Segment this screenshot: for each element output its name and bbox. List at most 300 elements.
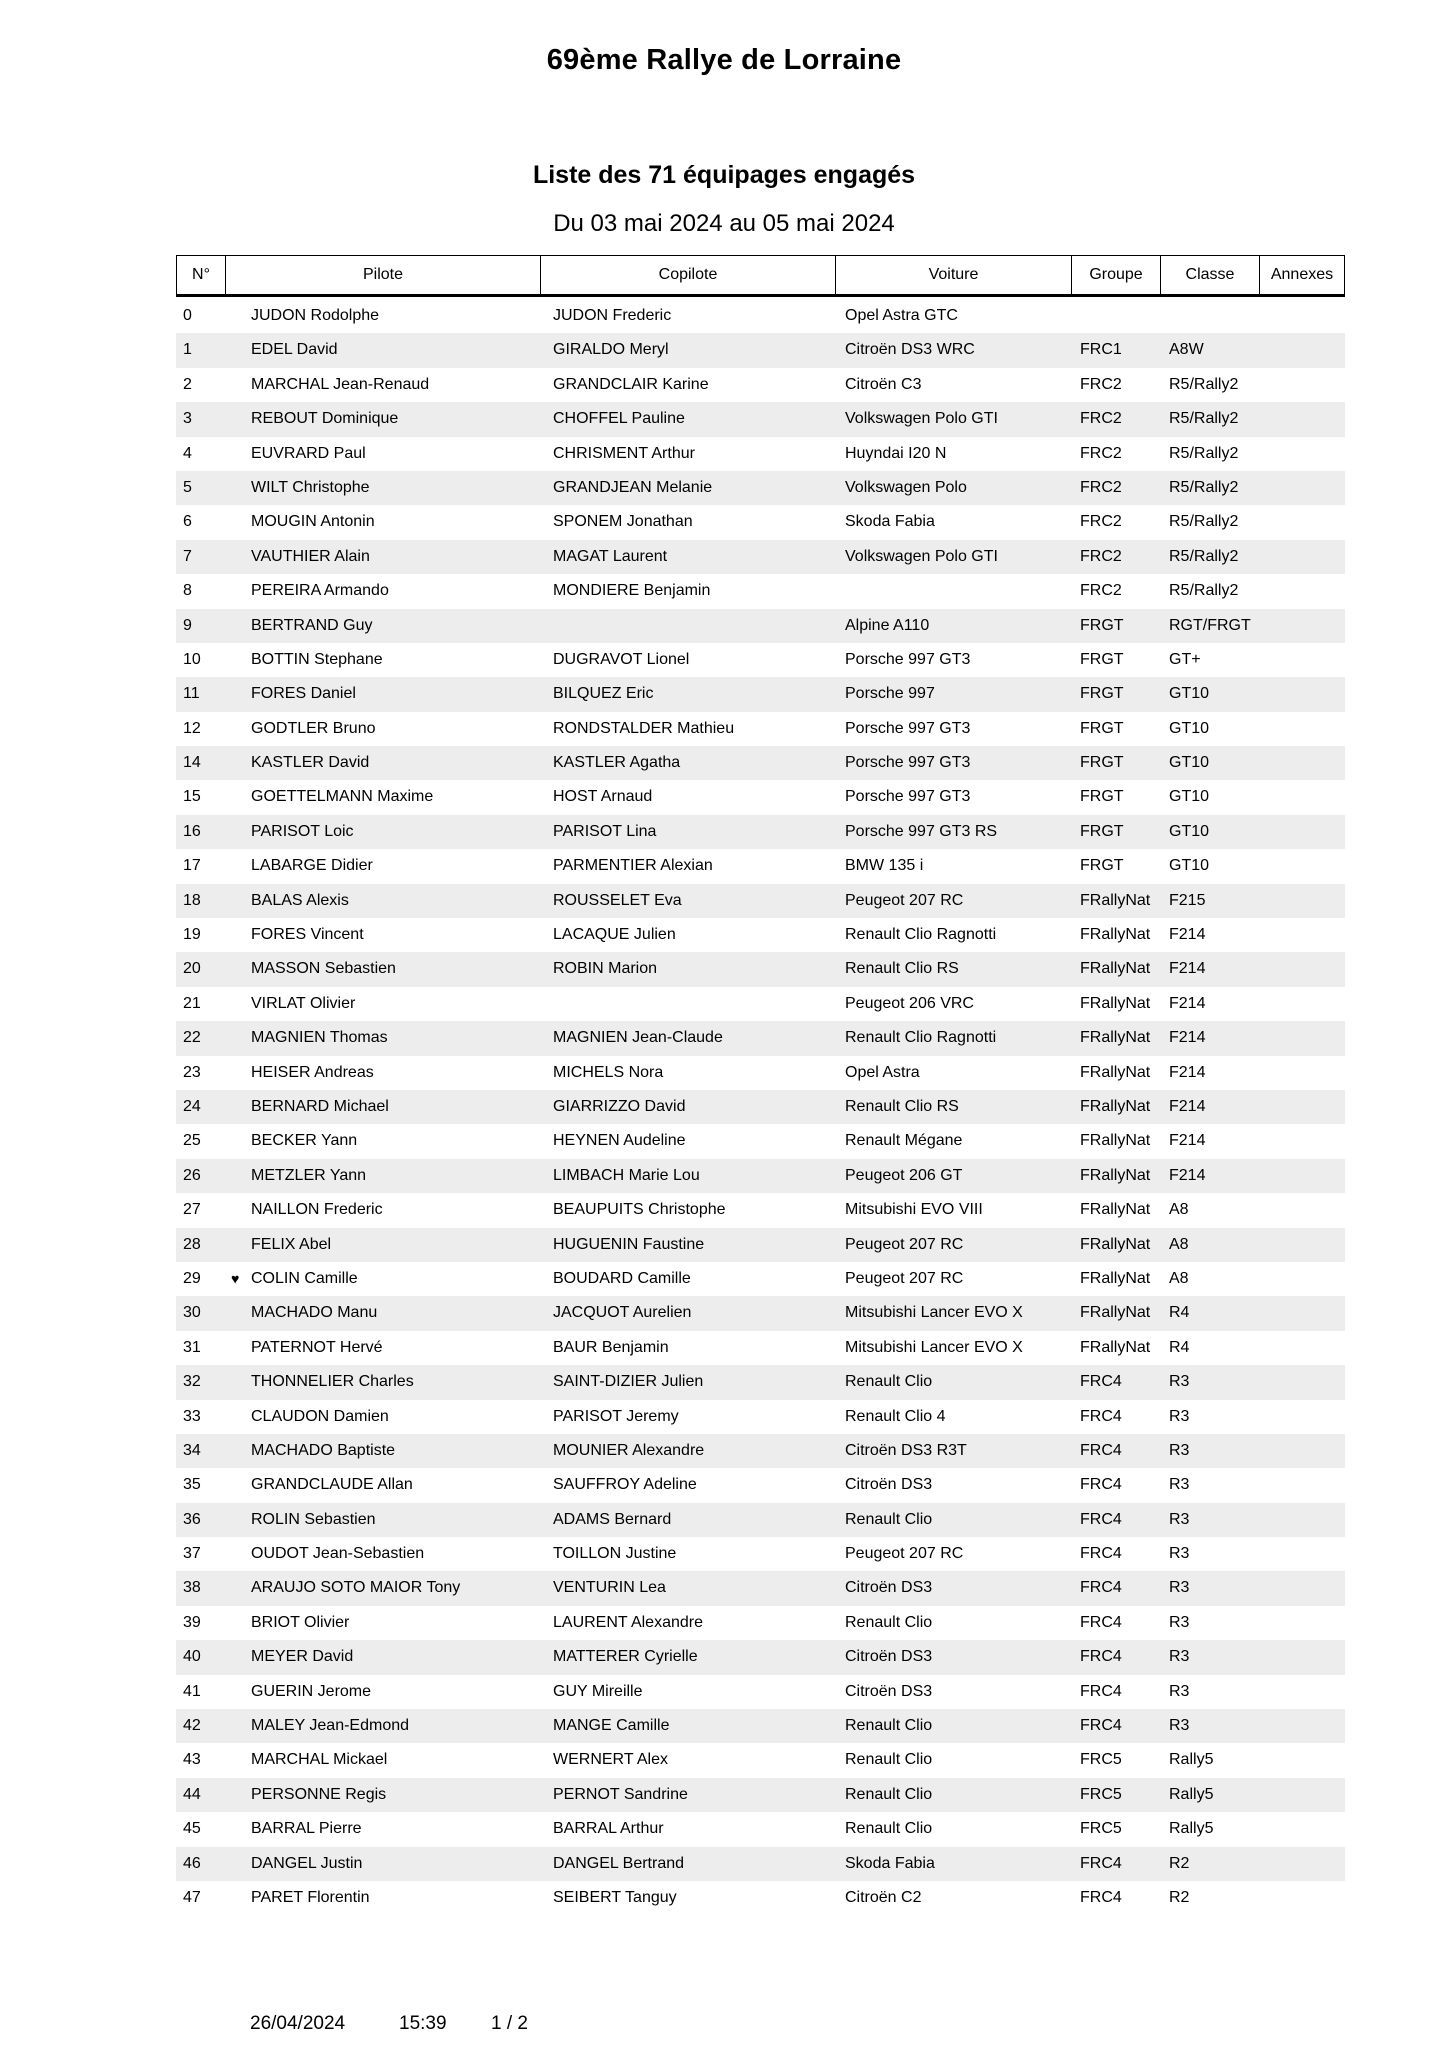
cell-groupe (1071, 1365, 1160, 1399)
cell-text: METZLER Yann (251, 1166, 367, 1184)
cell-text: LABARGE Didier (251, 857, 373, 875)
cell-copilote (540, 505, 835, 539)
cell-text: Citroën DS3 (845, 1648, 933, 1666)
cell-text: R5/Rally2 (1169, 478, 1239, 496)
cell-text: FRallyNat (1080, 1304, 1151, 1322)
cell-n (176, 299, 225, 333)
cell-text: GIARRIZZO David (553, 1097, 686, 1115)
cell-pilote (225, 1847, 540, 1881)
cell-classe (1160, 1228, 1259, 1262)
page-title: 69ème Rallye de Lorraine (546, 44, 902, 76)
cell-classe (1160, 1434, 1259, 1468)
cell-pilote (225, 1743, 540, 1777)
cell-text: Mitsubishi EVO VIII (845, 1201, 983, 1219)
cell-classe (1160, 1606, 1259, 1640)
cell-text: 5 (183, 478, 192, 496)
cell-text: PARMENTIER Alexian (553, 857, 713, 875)
cell-text: PARISOT Lina (553, 822, 657, 840)
cell-text: Citroën DS3 R3T (845, 1441, 967, 1459)
cell-text: 23 (183, 1063, 201, 1081)
cell-text: FRallyNat (1080, 926, 1151, 944)
cell-text: 21 (183, 994, 201, 1012)
cell-voiture (835, 677, 1071, 711)
cell-text: R3 (1169, 1545, 1190, 1563)
entry-row (176, 471, 1345, 505)
entry-row (176, 1262, 1345, 1296)
cell-text: MOUGIN Antonin (251, 513, 375, 531)
cell-text: MARCHAL Mickael (251, 1751, 388, 1769)
cell-copilote (540, 1434, 835, 1468)
cell-text: Renault Clio (845, 1751, 933, 1769)
cell-copilote (540, 712, 835, 746)
cell-text: 32 (183, 1373, 201, 1391)
cell-voiture (835, 952, 1071, 986)
cell-text: Renault Clio 4 (845, 1407, 946, 1425)
cell-voiture (835, 712, 1071, 746)
cell-classe (1160, 1709, 1259, 1743)
cell-text: RONDSTALDER Mathieu (553, 719, 735, 737)
cell-text: F214 (1169, 1063, 1206, 1081)
entry-row (176, 1743, 1345, 1777)
cell-groupe (1071, 780, 1160, 814)
cell-groupe (1071, 1640, 1160, 1674)
cell-n (176, 1365, 225, 1399)
cell-text: FRallyNat (1080, 1235, 1151, 1253)
cell-copilote (540, 918, 835, 952)
cell-pilote (225, 299, 540, 333)
cell-n (176, 1296, 225, 1330)
cell-text: Volkswagen Polo GTI (845, 410, 998, 428)
cell-text: DANGEL Bertrand (553, 1854, 685, 1872)
cell-n (176, 1571, 225, 1605)
cell-n (176, 746, 225, 780)
cell-classe (1160, 1571, 1259, 1605)
cell-n (176, 540, 225, 574)
cell-text: MANGE Camille (553, 1717, 670, 1735)
cell-text: 31 (183, 1338, 201, 1356)
print-date: 26/04/2024 (250, 2013, 346, 2034)
cell-n (176, 1640, 225, 1674)
entry-row (176, 1400, 1345, 1434)
cell-groupe (1071, 471, 1160, 505)
cell-text: FRGT (1080, 822, 1124, 840)
cell-text: 18 (183, 891, 201, 909)
cell-text: OUDOT Jean-Sebastien (251, 1545, 425, 1563)
cell-text: SAINT-DIZIER Julien (553, 1373, 704, 1391)
cell-voiture (835, 437, 1071, 471)
cell-text: MEYER David (251, 1648, 354, 1666)
cell-text: FRallyNat (1080, 1269, 1151, 1287)
entry-row (176, 1296, 1345, 1330)
cell-groupe (1071, 1434, 1160, 1468)
cell-groupe (1071, 1743, 1160, 1777)
cell-n (176, 1606, 225, 1640)
cell-text: F214 (1169, 960, 1206, 978)
cell-classe (1160, 1400, 1259, 1434)
cell-text: FRGT (1080, 719, 1124, 737)
cell-text: MACHADO Manu (251, 1304, 378, 1322)
entry-row (176, 849, 1345, 883)
cell-text: 43 (183, 1751, 201, 1769)
cell-text: MAGNIEN Jean-Claude (553, 1029, 723, 1047)
cell-text: Rally5 (1169, 1785, 1214, 1803)
entry-row (176, 1503, 1345, 1537)
cell-text: ARAUJO SOTO MAIOR Tony (251, 1579, 461, 1597)
cell-pilote (225, 1365, 540, 1399)
entry-table (176, 255, 1345, 1915)
cell-groupe (1071, 918, 1160, 952)
cell-voiture (835, 1675, 1071, 1709)
cell-text: Porsche 997 GT3 RS (845, 822, 998, 840)
cell-groupe (1071, 1296, 1160, 1330)
cell-classe (1160, 746, 1259, 780)
cell-groupe (1071, 1881, 1160, 1915)
cell-text: FRC2 (1080, 513, 1122, 531)
cell-text: SEIBERT Tanguy (553, 1888, 677, 1906)
cell-pilote (225, 952, 540, 986)
cell-text: 20 (183, 960, 201, 978)
cell-text: 37 (183, 1545, 201, 1563)
cell-text: EUVRARD Paul (251, 444, 366, 462)
cell-groupe (1071, 884, 1160, 918)
cell-text: MARCHAL Jean-Renaud (251, 375, 430, 393)
cell-classe (1160, 402, 1259, 436)
cell-copilote (540, 849, 835, 883)
cell-n (176, 333, 225, 367)
cell-classe (1160, 1193, 1259, 1227)
cell-pilote (225, 1468, 540, 1502)
cell-text: 44 (183, 1785, 201, 1803)
cell-text: MAGNIEN Thomas (251, 1029, 388, 1047)
cell-n (176, 1228, 225, 1262)
cell-pilote (225, 643, 540, 677)
cell-text: JUDON Rodolphe (251, 307, 380, 324)
cell-voiture (835, 780, 1071, 814)
cell-text: JUDON Frederic (553, 307, 672, 324)
cell-n (176, 402, 225, 436)
cell-classe (1160, 849, 1259, 883)
cell-text: Porsche 997 GT3 (845, 754, 971, 772)
cell-text: FRGT (1080, 754, 1124, 772)
cell-n (176, 368, 225, 402)
cell-classe (1160, 1503, 1259, 1537)
cell-text: Renault Clio Ragnotti (845, 1029, 997, 1047)
cell-classe (1160, 643, 1259, 677)
cell-text: FRC1 (1080, 341, 1122, 359)
cell-text: R3 (1169, 1373, 1190, 1391)
cell-n (176, 505, 225, 539)
cell-voiture (835, 1537, 1071, 1571)
cell-pilote (225, 918, 540, 952)
cell-text: 40 (183, 1648, 201, 1666)
entry-row (176, 505, 1345, 539)
cell-voiture (835, 884, 1071, 918)
entry-row (176, 1021, 1345, 1055)
cell-text: Opel Astra GTC (845, 307, 958, 324)
cell-text: FRGT (1080, 857, 1124, 875)
cell-copilote (540, 1675, 835, 1709)
cell-n (176, 1021, 225, 1055)
cell-groupe (1071, 1778, 1160, 1812)
cell-n (176, 1778, 225, 1812)
cell-text: BOTTIN Stephane (251, 650, 383, 668)
entry-row (176, 1537, 1345, 1571)
cell-text: 47 (183, 1888, 201, 1906)
cell-text: A8 (1169, 1269, 1189, 1287)
cell-groupe (1071, 1400, 1160, 1434)
entry-row (176, 540, 1345, 574)
entry-row (176, 1675, 1345, 1709)
cell-copilote (540, 333, 835, 367)
cell-text: HUGUENIN Faustine (553, 1235, 705, 1253)
cell-text: 11 (183, 685, 200, 703)
cell-text: Renault Clio (845, 1613, 933, 1631)
cell-text: F214 (1169, 994, 1206, 1012)
cell-text: FRGT (1080, 616, 1124, 634)
cell-text: HEISER Andreas (251, 1063, 374, 1081)
cell-copilote (540, 643, 835, 677)
cell-text: R4 (1169, 1338, 1190, 1356)
cell-n (176, 1675, 225, 1709)
cell-pilote (225, 1503, 540, 1537)
cell-groupe (1071, 402, 1160, 436)
cell-text: ADAMS Bernard (553, 1510, 672, 1528)
cell-text: RGT/FRGT (1169, 616, 1251, 634)
cell-text: R5/Rally2 (1169, 444, 1239, 462)
cell-groupe (1071, 1468, 1160, 1502)
cell-text: MALEY Jean-Edmond (251, 1717, 410, 1735)
cell-text: R3 (1169, 1717, 1190, 1735)
cell-text: Citroën C3 (845, 375, 922, 393)
cell-classe (1160, 1124, 1259, 1158)
cell-voiture (835, 1434, 1071, 1468)
cell-pilote (225, 368, 540, 402)
cell-pilote (225, 1124, 540, 1158)
cell-text: Huyndai I20 N (845, 444, 947, 462)
cell-copilote (540, 1193, 835, 1227)
cell-text: FRallyNat (1080, 994, 1151, 1012)
cell-text: Renault Clio (845, 1510, 933, 1528)
cell-text: MATTERER Cyrielle (553, 1648, 698, 1666)
entry-row (176, 368, 1345, 402)
cell-text: MAGAT Laurent (553, 547, 668, 565)
cell-text: Renault Clio (845, 1820, 933, 1838)
cell-text: SAUFFROY Adeline (553, 1476, 697, 1494)
cell-text: 8 (183, 582, 192, 600)
cell-groupe (1071, 1847, 1160, 1881)
cell-n (176, 1743, 225, 1777)
cell-text: Renault Clio (845, 1373, 933, 1391)
cell-pilote (225, 402, 540, 436)
cell-text: FRC2 (1080, 582, 1122, 600)
cell-text: 14 (183, 754, 201, 772)
cell-text: 27 (183, 1201, 201, 1219)
cell-voiture (835, 815, 1071, 849)
cell-text: DANGEL Justin (251, 1854, 363, 1872)
cell-copilote (540, 1847, 835, 1881)
cell-text: PARET Florentin (251, 1888, 370, 1906)
cell-groupe (1071, 1124, 1160, 1158)
cell-copilote (540, 1159, 835, 1193)
entry-row (176, 1847, 1345, 1881)
cell-classe (1160, 780, 1259, 814)
cell-text: COLIN Camille (251, 1269, 358, 1287)
cell-voiture (835, 1881, 1071, 1915)
cell-pilote (225, 471, 540, 505)
entry-row (176, 815, 1345, 849)
cell-text: R5/Rally2 (1169, 375, 1239, 393)
cell-copilote (540, 1640, 835, 1674)
cell-voiture (835, 746, 1071, 780)
cell-n (176, 437, 225, 471)
table-header-row (176, 255, 1345, 297)
cell-text: FRC2 (1080, 444, 1122, 462)
cell-text: 16 (183, 822, 201, 840)
cell-text: 28 (183, 1235, 201, 1253)
cell-voiture (835, 609, 1071, 643)
cell-classe (1160, 1296, 1259, 1330)
entry-row (176, 1812, 1345, 1846)
cell-groupe (1071, 1262, 1160, 1296)
cell-text: 1 (183, 341, 192, 359)
cell-voiture (835, 1400, 1071, 1434)
cell-text: FRC4 (1080, 1888, 1122, 1906)
cell-voiture (835, 1090, 1071, 1124)
cell-classe (1160, 1537, 1259, 1571)
cell-voiture (835, 1021, 1071, 1055)
entry-row (176, 437, 1345, 471)
cell-text: FRC4 (1080, 1579, 1122, 1597)
cell-text: FRallyNat (1080, 1063, 1151, 1081)
cell-pilote (225, 540, 540, 574)
cell-text: PATERNOT Hervé (251, 1338, 383, 1356)
cell-text: BERNARD Michael (251, 1097, 389, 1115)
cell-voiture (835, 299, 1071, 333)
cell-text: Citroën DS3 (845, 1682, 933, 1700)
cell-text: ROUSSELET Eva (553, 891, 682, 909)
column-header-voiture: Voiture (835, 255, 1071, 295)
cell-classe (1160, 368, 1259, 402)
cell-voiture (835, 1056, 1071, 1090)
cell-n (176, 471, 225, 505)
cell-pilote (225, 1331, 540, 1365)
page-footer (0, 2013, 1448, 2039)
cell-text: DUGRAVOT Lionel (553, 650, 690, 668)
cell-text: FRC4 (1080, 1441, 1122, 1459)
cell-text: Peugeot 206 GT (845, 1166, 963, 1184)
cell-voiture (835, 1778, 1071, 1812)
cell-classe (1160, 1468, 1259, 1502)
cell-n (176, 712, 225, 746)
cell-text: R3 (1169, 1648, 1190, 1666)
cell-classe (1160, 1812, 1259, 1846)
cell-copilote (540, 884, 835, 918)
cell-pilote (225, 1021, 540, 1055)
cell-copilote (540, 1228, 835, 1262)
entry-row (176, 1331, 1345, 1365)
cell-copilote (540, 1812, 835, 1846)
cell-voiture (835, 1743, 1071, 1777)
cell-text: R4 (1169, 1304, 1190, 1322)
entry-row (176, 1159, 1345, 1193)
cell-groupe (1071, 815, 1160, 849)
cell-text: FRC4 (1080, 1510, 1122, 1528)
entry-row (176, 1778, 1345, 1812)
cell-text: CLAUDON Damien (251, 1407, 389, 1425)
cell-text: FRC4 (1080, 1545, 1122, 1563)
cell-pilote (225, 505, 540, 539)
cell-text: 0 (183, 307, 192, 324)
column-header-copilote: Copilote (540, 255, 835, 295)
cell-voiture (835, 471, 1071, 505)
cell-text: F214 (1169, 1029, 1206, 1047)
entry-row (176, 402, 1345, 436)
cell-voiture (835, 1847, 1071, 1881)
cell-text: FRC5 (1080, 1820, 1122, 1838)
cell-text: PARISOT Loic (251, 822, 354, 840)
cell-groupe (1071, 1090, 1160, 1124)
cell-classe (1160, 1159, 1259, 1193)
cell-n (176, 1400, 225, 1434)
entry-list-heading: Liste des 71 équipages engagés (532, 161, 916, 189)
cell-text: FRC5 (1080, 1785, 1122, 1803)
cell-text: GT10 (1169, 754, 1210, 772)
cell-pilote (225, 1778, 540, 1812)
cell-pilote (225, 677, 540, 711)
cell-text: 33 (183, 1407, 201, 1425)
cell-groupe (1071, 746, 1160, 780)
cell-text: FRC4 (1080, 1682, 1122, 1700)
cell-n (176, 574, 225, 608)
cell-text: GT+ (1169, 650, 1201, 668)
cell-copilote (540, 780, 835, 814)
entry-row (176, 333, 1345, 367)
cell-text: 29 (183, 1269, 201, 1287)
cell-text: GT10 (1169, 857, 1210, 875)
page-number: 1 / 2 (491, 2013, 528, 2034)
cell-voiture (835, 1296, 1071, 1330)
cell-text: GT10 (1169, 788, 1210, 806)
cell-voiture (835, 1606, 1071, 1640)
cell-n (176, 1090, 225, 1124)
cell-text: FRallyNat (1080, 1338, 1151, 1356)
cell-copilote (540, 1881, 835, 1915)
cell-text: Skoda Fabia (845, 1854, 935, 1872)
cell-n (176, 1262, 225, 1296)
cell-classe (1160, 815, 1259, 849)
cell-text: PERNOT Sandrine (553, 1785, 688, 1803)
cell-voiture (835, 1571, 1071, 1605)
cell-text: R5/Rally2 (1169, 410, 1239, 428)
cell-n (176, 1331, 225, 1365)
cell-groupe (1071, 540, 1160, 574)
cell-text: FRC4 (1080, 1717, 1122, 1735)
cell-text: 39 (183, 1613, 201, 1631)
cell-text: Mitsubishi Lancer EVO X (845, 1338, 1023, 1356)
cell-text: 36 (183, 1510, 201, 1528)
cell-text: 25 (183, 1132, 201, 1150)
column-header-classe: Classe (1160, 255, 1259, 295)
cell-text: FORES Daniel (251, 685, 356, 703)
cell-classe (1160, 437, 1259, 471)
cell-text: Peugeot 206 VRC (845, 994, 974, 1012)
cell-n (176, 1503, 225, 1537)
cell-text: 10 (183, 650, 201, 668)
cell-voiture (835, 1709, 1071, 1743)
cell-text: BECKER Yann (251, 1132, 358, 1150)
cell-classe (1160, 505, 1259, 539)
cell-pilote (225, 1434, 540, 1468)
